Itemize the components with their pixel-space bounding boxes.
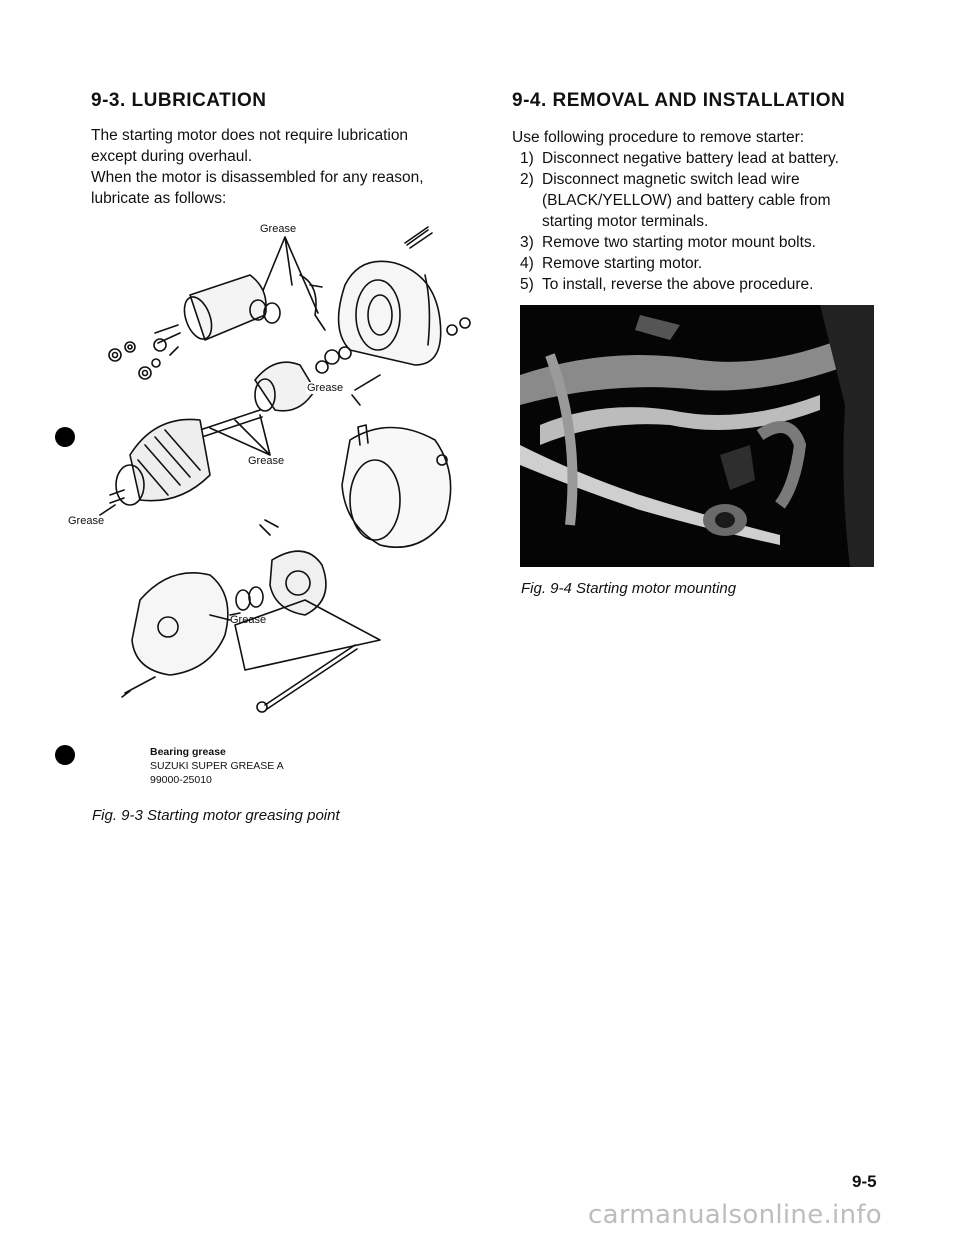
- removal-step: [520, 253, 874, 274]
- removal-step: [520, 274, 874, 295]
- step-number: 4): [520, 255, 534, 272]
- binder-hole-bottom: [55, 745, 75, 765]
- grease-label-armature: Grease: [248, 455, 285, 467]
- removal-step: [520, 148, 874, 169]
- grease-label-left: Grease: [68, 515, 105, 527]
- removal-step: [520, 169, 874, 232]
- lubrication-line-3: When the motor is disassembled for any reason,: [91, 169, 424, 186]
- step-number: 3): [520, 234, 534, 251]
- photo-svg: [520, 305, 874, 567]
- step-number: 2): [520, 171, 534, 188]
- step-text: Remove starting motor.: [542, 255, 703, 272]
- starting-motor-mounting-photo: [520, 305, 874, 567]
- removal-intro: Use following procedure to remove starter:: [512, 129, 805, 146]
- step-number: 1): [520, 150, 534, 167]
- diagram-svg: [60, 215, 480, 720]
- page-number: 9-5: [852, 1172, 877, 1191]
- grease-label-bottom: Grease: [230, 614, 267, 626]
- bearing-grease-note: [150, 745, 284, 787]
- grease-label-mid: Grease: [307, 382, 344, 394]
- step-text: To install, reverse the above procedure.: [542, 276, 814, 293]
- step-text: Remove two starting motor mount bolts.: [542, 234, 816, 251]
- bearing-grease-line-1: Bearing grease: [150, 746, 226, 758]
- watermark: carmanualsonline.info: [588, 1200, 883, 1230]
- lubrication-line-2: except during overhaul.: [91, 148, 253, 165]
- section-heading-lubrication: 9-3. LUBRICATION: [91, 90, 267, 111]
- starting-motor-exploded-diagram: [60, 215, 480, 720]
- step-text: Disconnect magnetic switch lead wire (BLACK/YELLOW) and battery cable from starting motor terminals.: [542, 171, 831, 230]
- grease-label-top: Grease: [260, 223, 297, 235]
- removal-step: [520, 232, 874, 253]
- step-text: Disconnect negative battery lead at battery.: [542, 150, 839, 167]
- lubrication-line-4: lubricate as follows:: [91, 190, 227, 207]
- figure-caption-9-4: Fig. 9-4 Starting motor mounting: [521, 580, 737, 597]
- removal-steps: [520, 148, 874, 295]
- lubrication-text: [91, 125, 471, 209]
- bearing-grease-line-3: 99000-25010: [150, 774, 212, 786]
- lubrication-line-1: The starting motor does not require lubrication: [91, 127, 409, 144]
- step-number: 5): [520, 276, 534, 293]
- figure-caption-9-3: Fig. 9-3 Starting motor greasing point: [92, 807, 340, 824]
- bearing-grease-line-2: SUZUKI SUPER GREASE A: [150, 760, 284, 772]
- section-heading-removal: 9-4. REMOVAL AND INSTALLATION: [512, 90, 846, 111]
